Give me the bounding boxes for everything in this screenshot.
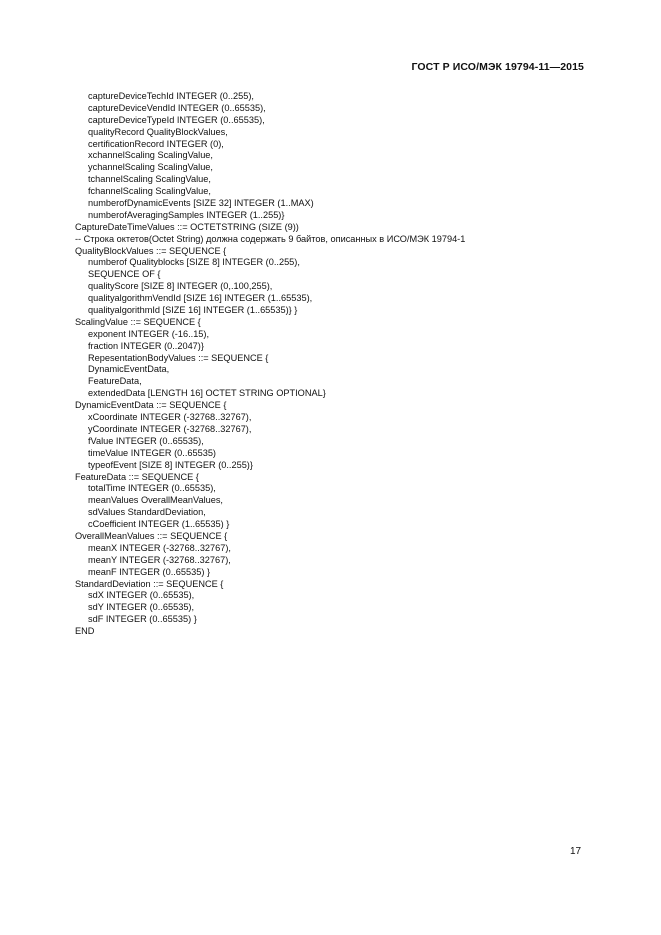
code-line: xchannelScaling ScalingValue, (88, 150, 213, 161)
code-line: SEQUENCE OF { (88, 269, 161, 280)
code-line: fraction INTEGER (0..2047)} (88, 340, 204, 351)
code-line: sdX INTEGER (0..65535), (88, 590, 195, 601)
code-line: tchannelScaling ScalingValue, (88, 174, 211, 185)
code-line: FeatureData, (88, 376, 142, 387)
code-line: fValue INTEGER (0..65535), (88, 435, 204, 446)
code-line: captureDeviceTypeId INTEGER (0..65535), (88, 114, 265, 125)
code-line: extendedData [LENGTH 16] OCTET STRING OPTIONAL} (88, 388, 326, 399)
code-line: numberofAveragingSamples INTEGER (1..255)} (88, 209, 285, 220)
code-line: ScalingValue ::= SEQUENCE { (75, 316, 201, 327)
code-line: yCoordinate INTEGER (-32768..32767), (88, 423, 252, 434)
code-line: RepesentationBodyValues ::= SEQUENCE { (88, 352, 269, 363)
code-line: xCoordinate INTEGER (-32768..32767), (88, 412, 252, 423)
code-line: DynamicEventData ::= SEQUENCE { (75, 400, 227, 411)
code-line: CaptureDateTimeValues ::= OCTETSTRING (SIZE (9)) (75, 221, 299, 232)
code-line: meanY INTEGER (-32768..32767), (88, 554, 231, 565)
code-line: captureDeviceVendId INTEGER (0..65535), (88, 102, 266, 113)
code-line: exponent INTEGER (-16..15), (88, 328, 210, 339)
code-line: certificationRecord INTEGER (0), (88, 138, 224, 149)
code-line: fchannelScaling ScalingValue, (88, 186, 211, 197)
code-line: meanF INTEGER (0..65535) } (88, 566, 211, 577)
asn1-listing (75, 91, 595, 638)
code-line: qualityalgorithmVendId [SIZE 16] INTEGER (1..65535), (88, 293, 313, 304)
code-line: OverallMeanValues ::= SEQUENCE { (75, 530, 228, 541)
code-line: totalTime INTEGER (0..65535), (88, 483, 216, 494)
code-line: qualityRecord QualityBlockValues, (88, 126, 228, 137)
code-line: FeatureData ::= SEQUENCE { (75, 471, 199, 482)
code-line: timeValue INTEGER (0..65535) (88, 447, 216, 458)
code-line: DynamicEventData, (88, 364, 170, 375)
code-line: -- Строка октетов(Octet String) должна содержать 9 байтов, описанных в ИСО/МЭК 19794-1 (75, 233, 466, 244)
page-number: 17 (570, 846, 582, 857)
code-line: meanX INTEGER (-32768..32767), (88, 542, 231, 553)
code-line: sdF INTEGER (0..65535) } (88, 614, 197, 625)
code-line: QualityBlockValues ::= SEQUENCE { (75, 245, 227, 256)
code-line: StandardDeviation ::= SEQUENCE { (75, 578, 224, 589)
document-header: ГОСТ Р ИСО/МЭК 19794-11—2015 (411, 61, 584, 73)
code-line: captureDeviceTechId INTEGER (0..255), (88, 91, 254, 101)
code-line: qualityalgorithmId [SIZE 16] INTEGER (1..65535)} } (88, 305, 298, 316)
code-line: END (75, 626, 95, 637)
code-line: numberofDynamicEvents [SIZE 32] INTEGER (1..MAX) (88, 198, 314, 209)
code-line: cCoefficient INTEGER (1..65535) } (88, 519, 230, 530)
code-line: sdY INTEGER (0..65535), (88, 602, 195, 613)
code-line: typeofEvent [SIZE 8] INTEGER (0..255)} (88, 459, 253, 470)
code-line: meanValues OverallMeanValues, (88, 495, 223, 506)
code-line: sdValues StandardDeviation, (88, 507, 206, 518)
code-line: qualityScore [SIZE 8] INTEGER (0,.100,255), (88, 281, 273, 292)
code-line: ychannelScaling ScalingValue, (88, 162, 213, 173)
code-line: numberof Qualityblocks [SIZE 8] INTEGER (0..255), (88, 257, 300, 268)
